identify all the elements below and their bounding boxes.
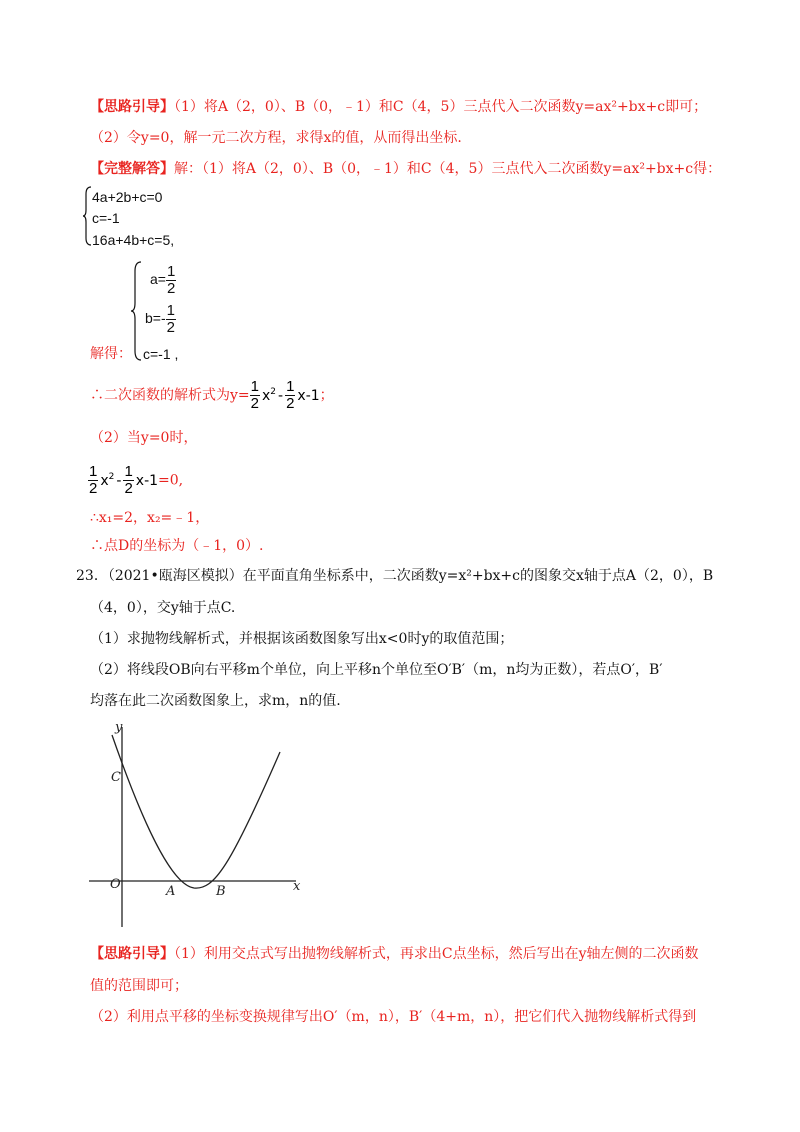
system-eq-1: 4a+2b+c=0 bbox=[92, 189, 163, 205]
system-eq-3: 16a+4b+c=5, bbox=[92, 232, 175, 248]
point-b-label: B bbox=[216, 884, 226, 899]
y-axis-label: y bbox=[115, 720, 123, 735]
eq-suffix: =0, bbox=[158, 472, 184, 489]
fraction-denominator: 2 bbox=[250, 395, 259, 413]
solution-c: c=-1 , bbox=[143, 346, 179, 362]
fraction-numerator: 1 bbox=[250, 378, 259, 396]
answer1-line1 bbox=[90, 159, 721, 179]
problem23-q1: （1）求抛物线解析式，并根据该函数图象写出x<0时y的取值范围； bbox=[90, 631, 514, 647]
parabola-svg bbox=[84, 717, 320, 927]
expr-fraction-1 bbox=[250, 379, 260, 412]
expr-tail: x-1 bbox=[297, 387, 320, 404]
expr-square: 2 bbox=[270, 387, 277, 397]
solution-b-prefix: b=- bbox=[145, 310, 166, 327]
solution-b-fraction bbox=[166, 303, 176, 336]
solution-a-prefix: a= bbox=[150, 271, 166, 288]
solution-a bbox=[150, 264, 176, 297]
solution-a-fraction bbox=[166, 264, 176, 297]
zero-equation bbox=[88, 457, 183, 497]
expr-x: x bbox=[261, 387, 271, 404]
fraction-denominator: 2 bbox=[166, 280, 176, 297]
point-d-line: ∴点D的坐标为（﹣1，0）. bbox=[90, 538, 264, 554]
analytic-line bbox=[90, 372, 334, 412]
expr-tail: x-1 bbox=[135, 472, 159, 489]
point-c-label: C bbox=[111, 770, 121, 785]
system-eq-2: c=-1 bbox=[92, 210, 120, 226]
hint-text: （1）将A（2，0）、B（0，﹣1）和C（4，5）三点代入二次函数y=ax²+bx+c即可； bbox=[174, 99, 708, 115]
fraction-denominator: 2 bbox=[89, 480, 98, 498]
answer-tag: 【完整解答】 bbox=[90, 161, 174, 177]
solution-brace bbox=[131, 261, 143, 361]
expr-minus: - bbox=[116, 472, 122, 489]
solution-b bbox=[145, 303, 176, 336]
eq-fraction-1 bbox=[88, 464, 98, 497]
expr-square: 2 bbox=[108, 472, 115, 482]
x-axis-label: x bbox=[293, 879, 301, 894]
answer-text: 解：（1）将A（2，0）、B（0，﹣1）和C（4，5）三点代入二次函数y=ax²+bx+c得： bbox=[174, 161, 722, 177]
hint-tag: 【思路引导】 bbox=[90, 946, 174, 962]
hint-text: （1）利用交点式写出抛物线解析式，再求出C点坐标，然后写出在y轴左侧的二次函数 bbox=[174, 946, 699, 962]
fraction-numerator: 1 bbox=[89, 463, 98, 481]
solve-label: 解得： bbox=[90, 346, 132, 362]
fraction-numerator: 1 bbox=[166, 263, 176, 280]
analytic-suffix: ； bbox=[319, 387, 334, 404]
problem23-q2: （2）将线段OB向右平移m个单位，向上平移n个单位至O′B′（m，n均为正数），若点O′，B′ bbox=[90, 662, 663, 678]
roots-line: ∴x₁=2，x₂=﹣1， bbox=[90, 510, 210, 526]
expr-x: x bbox=[100, 472, 109, 489]
fraction-numerator: 1 bbox=[124, 463, 133, 481]
fraction-numerator: 1 bbox=[166, 302, 175, 319]
eq-fraction-2 bbox=[123, 464, 133, 497]
problem23-line2: （4，0），交y轴于点C. bbox=[90, 600, 236, 616]
expr-minus: - bbox=[278, 387, 284, 404]
point-a-label: A bbox=[166, 884, 176, 899]
origin-label: O bbox=[110, 877, 121, 892]
part2-label: （2）当y=0时， bbox=[90, 430, 198, 446]
fraction-denominator: 2 bbox=[166, 319, 175, 336]
expr-fraction-2 bbox=[285, 379, 295, 412]
hint-tag: 【思路引导】 bbox=[90, 99, 174, 115]
fraction-numerator: 1 bbox=[286, 378, 295, 396]
analytic-prefix: ∴二次函数的解析式为y= bbox=[90, 387, 250, 404]
problem23-line1: 23．（2021•瓯海区模拟）在平面直角坐标系中，二次函数y=x²+bx+c的图象交x轴于点A（2，0），B bbox=[76, 568, 714, 584]
hint2-line1 bbox=[90, 944, 699, 964]
parabola-graph bbox=[84, 717, 320, 927]
problem23-q2b: 均落在此二次函数图象上，求m，n的值. bbox=[90, 693, 341, 709]
hint2-line3: （2）利用点平移的坐标变换规律写出O′（m，n），B′（4+m，n），把它们代入抛物线解析式得到 bbox=[90, 1009, 697, 1025]
hint2-line2: 值的范围即可； bbox=[90, 978, 188, 994]
hint1-line1 bbox=[90, 97, 707, 117]
fraction-denominator: 2 bbox=[286, 395, 295, 413]
fraction-denominator: 2 bbox=[124, 480, 133, 498]
hint1-line2: （2）令y=0，解一元二次方程，求得x的值，从而得出坐标. bbox=[90, 130, 462, 146]
parabola-curve bbox=[112, 735, 280, 888]
